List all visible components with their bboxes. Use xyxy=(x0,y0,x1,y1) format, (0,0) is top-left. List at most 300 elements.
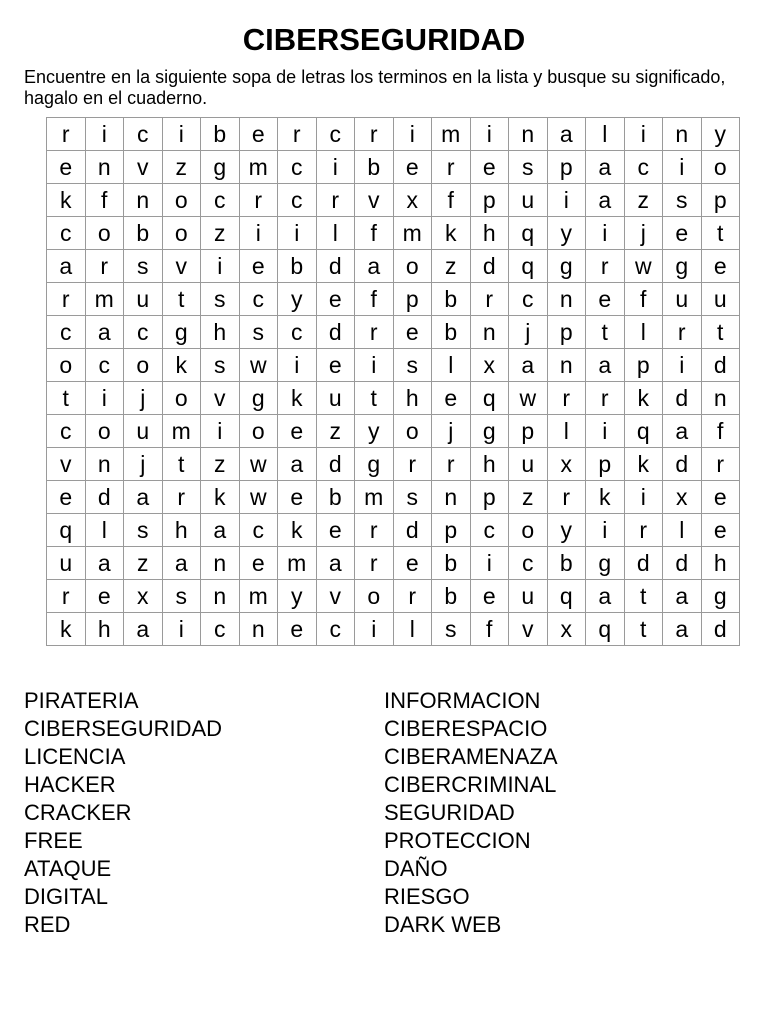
grid-row xyxy=(47,283,740,316)
grid-cell: j xyxy=(432,415,471,448)
grid-cell: k xyxy=(432,217,471,250)
grid-cell: c xyxy=(124,316,163,349)
grid-cell: q xyxy=(586,613,625,646)
grid-cell: z xyxy=(624,184,663,217)
grid-cell: r xyxy=(663,316,702,349)
grid-cell: c xyxy=(316,613,355,646)
grid-cell: l xyxy=(432,349,471,382)
grid-cell: r xyxy=(432,448,471,481)
grid-cell: c xyxy=(509,547,548,580)
grid-cell: r xyxy=(547,382,586,415)
grid-cell: w xyxy=(239,349,278,382)
grid-cell: e xyxy=(278,613,317,646)
grid-cell: a xyxy=(124,613,163,646)
grid-cell: n xyxy=(239,613,278,646)
grid-cell: n xyxy=(124,184,163,217)
grid-cell: c xyxy=(201,184,240,217)
grid-cell: a xyxy=(663,613,702,646)
grid-cell: r xyxy=(316,184,355,217)
grid-cell: d xyxy=(663,547,702,580)
grid-row xyxy=(47,415,740,448)
grid-cell: m xyxy=(355,481,394,514)
grid-cell: a xyxy=(47,250,86,283)
grid-cell: x xyxy=(124,580,163,613)
grid-cell: d xyxy=(663,448,702,481)
word-list-item: SEGURIDAD xyxy=(384,800,515,825)
grid-cell: r xyxy=(547,481,586,514)
grid-cell: c xyxy=(47,316,86,349)
grid-cell: f xyxy=(355,217,394,250)
grid-cell: n xyxy=(201,580,240,613)
grid-cell: z xyxy=(201,448,240,481)
grid-cell: n xyxy=(547,283,586,316)
word-list-item: FREE xyxy=(24,828,83,853)
grid-cell: i xyxy=(278,349,317,382)
grid-cell: r xyxy=(162,481,201,514)
grid-cell: b xyxy=(432,283,471,316)
grid-row xyxy=(47,217,740,250)
grid-cell: r xyxy=(278,118,317,151)
grid-cell: k xyxy=(278,514,317,547)
grid-cell: a xyxy=(586,349,625,382)
word-list-item: HACKER xyxy=(24,772,116,797)
grid-cell: i xyxy=(201,415,240,448)
grid-row xyxy=(47,382,740,415)
grid-cell: z xyxy=(162,151,201,184)
grid-cell: s xyxy=(124,250,163,283)
grid-cell: o xyxy=(124,349,163,382)
grid-row xyxy=(47,118,740,151)
grid-cell: l xyxy=(663,514,702,547)
grid-cell: s xyxy=(201,283,240,316)
grid-cell: f xyxy=(624,283,663,316)
grid-cell: u xyxy=(124,415,163,448)
grid-cell: p xyxy=(393,283,432,316)
grid-cell: a xyxy=(509,349,548,382)
grid-cell: e xyxy=(278,415,317,448)
grid-cell: e xyxy=(701,250,740,283)
grid-cell: v xyxy=(316,580,355,613)
grid-cell: o xyxy=(162,184,201,217)
grid-cell: i xyxy=(85,382,124,415)
grid-cell: w xyxy=(509,382,548,415)
grid-cell: r xyxy=(47,580,86,613)
grid-cell: m xyxy=(162,415,201,448)
grid-cell: a xyxy=(85,547,124,580)
grid-cell: r xyxy=(85,250,124,283)
grid-cell: e xyxy=(432,382,471,415)
grid-cell: i xyxy=(586,217,625,250)
grid-cell: r xyxy=(239,184,278,217)
grid-cell: y xyxy=(278,283,317,316)
grid-cell: d xyxy=(316,448,355,481)
grid-cell: r xyxy=(355,547,394,580)
grid-cell: u xyxy=(509,580,548,613)
word-search-grid xyxy=(46,117,740,646)
grid-cell: w xyxy=(239,448,278,481)
grid-cell: q xyxy=(47,514,86,547)
grid-cell: e xyxy=(586,283,625,316)
grid-cell: n xyxy=(470,316,509,349)
grid-cell: i xyxy=(624,118,663,151)
grid-cell: d xyxy=(316,250,355,283)
grid-cell: d xyxy=(663,382,702,415)
grid-cell: e xyxy=(316,514,355,547)
grid-cell: f xyxy=(701,415,740,448)
grid-cell: f xyxy=(85,184,124,217)
grid-cell: a xyxy=(586,184,625,217)
grid-cell: q xyxy=(470,382,509,415)
grid-cell: e xyxy=(701,514,740,547)
grid-row xyxy=(47,448,740,481)
grid-cell: p xyxy=(547,316,586,349)
grid-cell: l xyxy=(316,217,355,250)
grid-cell: r xyxy=(624,514,663,547)
grid-cell: i xyxy=(278,217,317,250)
grid-cell: c xyxy=(470,514,509,547)
grid-cell: s xyxy=(201,349,240,382)
grid-cell: r xyxy=(355,316,394,349)
grid-cell: o xyxy=(47,349,86,382)
grid-cell: r xyxy=(47,283,86,316)
grid-cell: i xyxy=(355,613,394,646)
grid-cell: v xyxy=(162,250,201,283)
word-list-item: LICENCIA xyxy=(24,744,126,769)
grid-cell: t xyxy=(162,448,201,481)
grid-cell: x xyxy=(470,349,509,382)
grid-cell: e xyxy=(47,151,86,184)
grid-cell: e xyxy=(393,547,432,580)
grid-cell: a xyxy=(663,580,702,613)
grid-cell: t xyxy=(355,382,394,415)
grid-cell: u xyxy=(47,547,86,580)
grid-cell: m xyxy=(278,547,317,580)
grid-cell: i xyxy=(547,184,586,217)
grid-cell: d xyxy=(701,613,740,646)
grid-cell: g xyxy=(239,382,278,415)
grid-cell: k xyxy=(586,481,625,514)
grid-cell: p xyxy=(470,481,509,514)
grid-cell: i xyxy=(586,415,625,448)
grid-cell: l xyxy=(85,514,124,547)
grid-cell: o xyxy=(393,250,432,283)
grid-cell: b xyxy=(547,547,586,580)
grid-cell: e xyxy=(470,580,509,613)
grid-cell: a xyxy=(85,316,124,349)
grid-cell: m xyxy=(239,151,278,184)
grid-cell: n xyxy=(701,382,740,415)
grid-cell: c xyxy=(124,118,163,151)
grid-cell: c xyxy=(278,151,317,184)
word-list-item: RIESGO xyxy=(384,884,470,909)
grid-cell: o xyxy=(355,580,394,613)
grid-cell: d xyxy=(316,316,355,349)
grid-cell: f xyxy=(432,184,471,217)
grid-cell: t xyxy=(162,283,201,316)
grid-cell: p xyxy=(509,415,548,448)
grid-cell: a xyxy=(201,514,240,547)
grid-cell: p xyxy=(470,184,509,217)
grid-cell: a xyxy=(586,151,625,184)
grid-cell: x xyxy=(663,481,702,514)
grid-cell: i xyxy=(663,151,702,184)
grid-cell: r xyxy=(393,448,432,481)
word-list-item: INFORMACION xyxy=(384,688,541,713)
word-list-right xyxy=(384,687,558,939)
grid-cell: y xyxy=(701,118,740,151)
grid-cell: b xyxy=(124,217,163,250)
grid-cell: o xyxy=(239,415,278,448)
grid-cell: f xyxy=(355,283,394,316)
grid-cell: a xyxy=(278,448,317,481)
grid-cell: x xyxy=(547,448,586,481)
grid-cell: v xyxy=(47,448,86,481)
grid-cell: a xyxy=(586,580,625,613)
grid-cell: j xyxy=(509,316,548,349)
grid-cell: i xyxy=(162,613,201,646)
grid-cell: r xyxy=(432,151,471,184)
grid-cell: c xyxy=(239,514,278,547)
grid-cell: e xyxy=(316,283,355,316)
grid-cell: g xyxy=(355,448,394,481)
grid-cell: r xyxy=(586,250,625,283)
grid-cell: s xyxy=(432,613,471,646)
word-list-item: DAÑO xyxy=(384,856,448,881)
grid-cell: n xyxy=(547,349,586,382)
grid-cell: y xyxy=(355,415,394,448)
grid-cell: s xyxy=(124,514,163,547)
grid-cell: c xyxy=(278,316,317,349)
grid-cell: a xyxy=(124,481,163,514)
grid-cell: k xyxy=(624,382,663,415)
word-list-item: DARK WEB xyxy=(384,912,502,937)
grid-cell: r xyxy=(470,283,509,316)
grid-cell: b xyxy=(432,316,471,349)
grid-cell: d xyxy=(85,481,124,514)
word-list-item: RED xyxy=(24,912,71,937)
grid-cell: m xyxy=(432,118,471,151)
grid-cell: g xyxy=(586,547,625,580)
grid-cell: a xyxy=(547,118,586,151)
grid-cell: e xyxy=(47,481,86,514)
grid-cell: i xyxy=(470,547,509,580)
grid-cell: p xyxy=(586,448,625,481)
grid-cell: c xyxy=(85,349,124,382)
grid-cell: y xyxy=(547,217,586,250)
grid-cell: h xyxy=(470,217,509,250)
grid-cell: w xyxy=(239,481,278,514)
grid-cell: g xyxy=(201,151,240,184)
grid-cell: p xyxy=(624,349,663,382)
grid-cell: b xyxy=(432,547,471,580)
grid-cell: e xyxy=(239,118,278,151)
grid-cell: l xyxy=(624,316,663,349)
grid-cell: f xyxy=(470,613,509,646)
grid-cell: w xyxy=(624,250,663,283)
grid-cell: e xyxy=(316,349,355,382)
grid-cell: h xyxy=(162,514,201,547)
grid-cell: t xyxy=(624,613,663,646)
grid-cell: c xyxy=(47,217,86,250)
word-list-item: PIRATERIA xyxy=(24,688,139,713)
grid-cell: g xyxy=(470,415,509,448)
grid-cell: o xyxy=(162,382,201,415)
grid-row xyxy=(47,547,740,580)
grid-cell: j xyxy=(624,217,663,250)
grid-cell: z xyxy=(316,415,355,448)
grid-cell: n xyxy=(85,448,124,481)
grid-cell: d xyxy=(624,547,663,580)
grid-cell: i xyxy=(201,250,240,283)
word-list-item: CIBERAMENAZA xyxy=(384,744,558,769)
grid-cell: k xyxy=(47,184,86,217)
grid-cell: s xyxy=(509,151,548,184)
grid-cell: r xyxy=(586,382,625,415)
grid-cell: u xyxy=(509,448,548,481)
grid-cell: t xyxy=(586,316,625,349)
grid-row xyxy=(47,250,740,283)
grid-cell: c xyxy=(201,613,240,646)
grid-cell: g xyxy=(162,316,201,349)
grid-cell: a xyxy=(162,547,201,580)
grid-cell: c xyxy=(278,184,317,217)
grid-cell: k xyxy=(624,448,663,481)
grid-cell: v xyxy=(509,613,548,646)
grid-cell: v xyxy=(355,184,394,217)
grid-cell: o xyxy=(509,514,548,547)
grid-cell: y xyxy=(547,514,586,547)
word-list-item: CIBERSEGURIDAD xyxy=(24,716,223,741)
grid-cell: h xyxy=(393,382,432,415)
grid-cell: m xyxy=(393,217,432,250)
grid-cell: a xyxy=(663,415,702,448)
grid-cell: l xyxy=(586,118,625,151)
grid-cell: l xyxy=(547,415,586,448)
grid-row xyxy=(47,613,740,646)
grid-cell: u xyxy=(701,283,740,316)
grid-cell: x xyxy=(547,613,586,646)
grid-cell: h xyxy=(85,613,124,646)
grid-cell: e xyxy=(470,151,509,184)
grid-cell: u xyxy=(509,184,548,217)
grid-cell: k xyxy=(162,349,201,382)
word-list-item: PROTECCION xyxy=(384,828,531,853)
grid-row xyxy=(47,184,740,217)
grid-cell: i xyxy=(316,151,355,184)
grid-cell: t xyxy=(701,316,740,349)
grid-cell: b xyxy=(316,481,355,514)
word-list-left xyxy=(24,687,222,939)
grid-cell: c xyxy=(509,283,548,316)
grid-cell: d xyxy=(393,514,432,547)
instructions-text: Encuentre en la siguiente sopa de letras los terminos en la lista y busque su significado, hagalo en el cuaderno. xyxy=(24,67,726,108)
grid-cell: h xyxy=(701,547,740,580)
grid-cell: b xyxy=(355,151,394,184)
grid-cell: e xyxy=(701,481,740,514)
grid-cell: d xyxy=(701,349,740,382)
grid-row xyxy=(47,349,740,382)
grid-cell: t xyxy=(47,382,86,415)
grid-cell: p xyxy=(547,151,586,184)
grid-cell: h xyxy=(470,448,509,481)
grid-cell: s xyxy=(393,349,432,382)
grid-cell: c xyxy=(624,151,663,184)
grid-cell: q xyxy=(547,580,586,613)
grid-cell: u xyxy=(124,283,163,316)
grid-cell: x xyxy=(393,184,432,217)
grid-cell: e xyxy=(393,316,432,349)
grid-cell: j xyxy=(124,448,163,481)
grid-row xyxy=(47,514,740,547)
grid-cell: r xyxy=(355,514,394,547)
grid-cell: a xyxy=(355,250,394,283)
grid-cell: o xyxy=(393,415,432,448)
grid-cell: d xyxy=(470,250,509,283)
grid-cell: n xyxy=(509,118,548,151)
grid-cell: i xyxy=(470,118,509,151)
grid-cell: i xyxy=(239,217,278,250)
grid-cell: s xyxy=(162,580,201,613)
grid-row xyxy=(47,151,740,184)
grid-cell: i xyxy=(624,481,663,514)
grid-cell: n xyxy=(663,118,702,151)
grid-cell: r xyxy=(393,580,432,613)
grid-cell: r xyxy=(47,118,86,151)
grid-cell: n xyxy=(201,547,240,580)
grid-row xyxy=(47,580,740,613)
grid-cell: o xyxy=(701,151,740,184)
grid-cell: q xyxy=(509,250,548,283)
grid-cell: z xyxy=(124,547,163,580)
grid-cell: g xyxy=(547,250,586,283)
grid-cell: n xyxy=(85,151,124,184)
grid-cell: b xyxy=(201,118,240,151)
grid-row xyxy=(47,481,740,514)
grid-cell: b xyxy=(278,250,317,283)
grid-cell: e xyxy=(278,481,317,514)
grid-cell: i xyxy=(663,349,702,382)
grid-cell: z xyxy=(509,481,548,514)
grid-cell: s xyxy=(663,184,702,217)
grid-cell: q xyxy=(624,415,663,448)
grid-cell: z xyxy=(201,217,240,250)
grid-cell: n xyxy=(432,481,471,514)
grid-cell: p xyxy=(432,514,471,547)
grid-cell: g xyxy=(701,580,740,613)
grid-cell: c xyxy=(316,118,355,151)
grid-cell: o xyxy=(85,415,124,448)
grid-cell: a xyxy=(316,547,355,580)
grid-cell: i xyxy=(586,514,625,547)
word-list-item: ATAQUE xyxy=(24,856,112,881)
grid-cell: b xyxy=(432,580,471,613)
grid-cell: k xyxy=(47,613,86,646)
grid-cell: s xyxy=(393,481,432,514)
grid-cell: v xyxy=(201,382,240,415)
grid-cell: g xyxy=(663,250,702,283)
word-list-item: CIBERCRIMINAL xyxy=(384,772,557,797)
grid-cell: u xyxy=(316,382,355,415)
grid-cell: k xyxy=(278,382,317,415)
grid-cell: s xyxy=(239,316,278,349)
grid-cell: c xyxy=(47,415,86,448)
grid-cell: h xyxy=(201,316,240,349)
grid-cell: v xyxy=(124,151,163,184)
grid-cell: m xyxy=(85,283,124,316)
grid-cell: l xyxy=(393,613,432,646)
grid-cell: t xyxy=(701,217,740,250)
grid-cell: e xyxy=(663,217,702,250)
